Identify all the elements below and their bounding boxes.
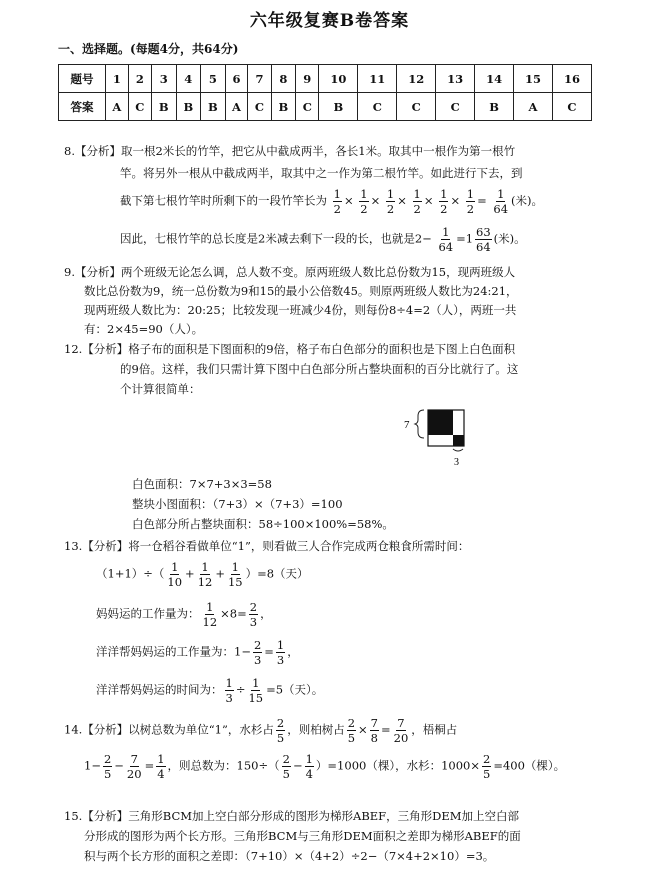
q9-line-3: 现两班级人数比为：20:25；比较发现一班减少4份，则每份8÷4=2（人），两班一共 bbox=[84, 303, 517, 317]
small-black-square bbox=[453, 435, 464, 446]
q13-eq-4: 洋洋帮妈妈运的时间为： $\frac{1}{3}$ ÷ $\frac{1}{15}$ =5（天）。 bbox=[96, 676, 324, 705]
q13-line-1: 13.【分析】将一仓稻谷看做单位“1”，则看做三人合作完成两仓粮食所需时间： bbox=[64, 539, 470, 553]
table-cell: B bbox=[201, 93, 226, 121]
fraction: $\frac{2}{5}$ bbox=[282, 752, 290, 781]
q12-line-2: 的9倍。这样，我们只需计算下图中白色部分所占整块面积的百分比就行了。这 bbox=[120, 362, 519, 376]
table-cell: 2 bbox=[128, 65, 151, 93]
table-cell: C bbox=[248, 93, 271, 121]
table-cell: 7 bbox=[248, 65, 271, 93]
table-cell: C bbox=[436, 93, 475, 121]
fraction: $\frac{1}{2}$ bbox=[440, 187, 448, 216]
table-cell: B bbox=[271, 93, 296, 121]
fraction: $\frac{1}{15}$ bbox=[248, 676, 264, 705]
fraction: $\frac{2}{5}$ bbox=[276, 716, 285, 745]
fraction: $\frac{1}{2}$ bbox=[333, 187, 341, 216]
fraction: $\frac{2}{5}$ bbox=[482, 752, 491, 781]
fraction: $\frac{1}{2}$ bbox=[413, 187, 421, 216]
q8-line-4: 因此，七根竹竿的总长度是2米减去剩下一段的长，也就是2− $\frac{1}{64}$ =1 $\frac{63}{64}$ (米)。 bbox=[120, 225, 526, 254]
table-cell: 8 bbox=[271, 65, 296, 93]
bottom-brace bbox=[453, 449, 463, 451]
fraction: $\frac{1}{15}$ bbox=[227, 560, 243, 589]
square-figure bbox=[396, 402, 472, 472]
table-cell: C bbox=[358, 93, 397, 121]
fraction: $\frac{1}{3}$ bbox=[276, 638, 285, 667]
section-heading: 一、选择题。(每题4分，共64分) bbox=[58, 42, 239, 56]
fraction: $\frac{1}{3}$ bbox=[225, 676, 233, 705]
table-cell: 13 bbox=[436, 65, 475, 93]
q12-calc-1: 白色面积：7×7+3×3=58 bbox=[132, 477, 272, 491]
q8-text: 截下第七根竹竿时所剩下的一段竹竿长为 bbox=[120, 193, 327, 208]
table-cell: 3 bbox=[151, 65, 176, 93]
table-cell: 14 bbox=[475, 65, 514, 93]
fraction: $\frac{1}{64}$ bbox=[438, 225, 454, 254]
fraction: $\frac{2}{3}$ bbox=[253, 638, 262, 667]
fraction: $\frac{63}{64}$ bbox=[476, 225, 491, 254]
fraction: $\frac{1}{4}$ bbox=[157, 752, 165, 781]
q8-line-3: 截下第七根竹竿时所剩下的一段竹竿长为 $\frac{1}{2}$ × $\frac{1}{2}$ × $\frac{1}{2}$ × $\frac{1}{2}$ × $\frac{1}{2}$ × $\frac{1}{2}$ = $\frac{1}{64}$ (米)。 bbox=[120, 187, 544, 216]
table-cell: B bbox=[319, 93, 358, 121]
table-cell: A bbox=[225, 93, 248, 121]
table-cell: 1 bbox=[106, 65, 129, 93]
table-row bbox=[59, 93, 592, 121]
table-cell: C bbox=[552, 93, 591, 121]
table-cell: 16 bbox=[552, 65, 591, 93]
fraction: $\frac{2}{3}$ bbox=[249, 600, 258, 629]
page-title: 六年级复赛B卷答案 bbox=[249, 11, 410, 31]
row-label: 答案 bbox=[59, 93, 106, 121]
table-cell: 15 bbox=[514, 65, 553, 93]
q13-eq-3: 洋洋帮妈妈运的工作量为：1− $\frac{2}{3}$ = $\frac{1}{3}$ ， bbox=[96, 638, 299, 667]
black-square bbox=[428, 410, 453, 435]
fraction: $\frac{1}{4}$ bbox=[305, 752, 313, 781]
q15-line-1: 15.【分析】三角形BCM加上空白部分形成的图形为梯形ABEF，三角形DEM加上空白部 bbox=[64, 809, 520, 823]
figure-label-3: 3 bbox=[454, 457, 459, 468]
q12-line-3: 个计算很简单： bbox=[120, 382, 201, 396]
fraction: $\frac{7}{20}$ bbox=[393, 716, 409, 745]
table-cell: B bbox=[151, 93, 176, 121]
table-cell: C bbox=[397, 93, 436, 121]
q8-line-2: 竿。将另外一根从中截成两半，取其中之一作为第二根竹竿。如此进行下去，到 bbox=[120, 166, 523, 180]
fraction: $\frac{1}{10}$ bbox=[167, 560, 183, 589]
q12-line-1: 12.【分析】格子布的面积是下图面积的9倍，格子布白色部分的面积也是下图上白色面积 bbox=[64, 342, 516, 356]
fraction: $\frac{7}{20}$ bbox=[126, 752, 142, 781]
q8-line-1: 8.【分析】取一根2米长的竹竿，把它从中截成两半，各长1米。取其中一根作为第一根竹 bbox=[64, 144, 516, 158]
fraction: $\frac{1}{2}$ bbox=[360, 187, 368, 216]
q9-line-1: 9.【分析】两个班级无论怎么调，总人数不变。原两班级人数比总份数为15，现两班级人 bbox=[64, 265, 516, 279]
table-cell: 12 bbox=[397, 65, 436, 93]
fraction: $\frac{2}{5}$ bbox=[103, 752, 112, 781]
q12-calc-2: 整块小图面积：（7+3）×（7+3）=100 bbox=[132, 497, 343, 511]
answer-table bbox=[58, 64, 592, 121]
q13-eq-2: 妈妈运的工作量为： $\frac{1}{12}$ ×8= $\frac{2}{3}$ ， bbox=[96, 600, 272, 629]
q12-calc-3: 白色部分所占整块面积：58÷100×100%=58%。 bbox=[132, 517, 394, 531]
fraction: $\frac{1}{12}$ bbox=[202, 600, 218, 629]
q15-line-3: 积与两个长方形的面积之差即：（7+10）×（4+2）÷2−（7×4+2×10）=3。 bbox=[84, 849, 495, 863]
table-cell: A bbox=[514, 93, 553, 121]
table-cell: 5 bbox=[201, 65, 226, 93]
fraction: $\frac{1}{2}$ bbox=[466, 187, 475, 216]
table-cell: 4 bbox=[176, 65, 201, 93]
table-cell: B bbox=[176, 93, 201, 121]
q15-line-2: 分形成的图形为两个长方形。三角形BCM与三角形DEM面积之差即为梯形ABEF的面 bbox=[84, 829, 521, 843]
brace bbox=[415, 410, 424, 438]
table-cell: C bbox=[296, 93, 319, 121]
row-label: 题号 bbox=[59, 65, 106, 93]
fraction: $\frac{2}{5}$ bbox=[347, 716, 356, 745]
q13-eq-1: （1+1）÷（ $\frac{1}{10}$ + $\frac{1}{12}$ + $\frac{1}{15}$ ）=8（天） bbox=[96, 560, 309, 589]
q14-line-2: 1− $\frac{2}{5}$ − $\frac{7}{20}$ = $\frac{1}{4}$ ，则总数为：150÷（ $\frac{2}{5}$ − $\frac{1}{4}$ ）=1000（棵），水杉：1000× $\frac{2}{5}$ =400（棵）。 bbox=[84, 752, 566, 781]
table-cell: 9 bbox=[296, 65, 319, 93]
table-cell: A bbox=[106, 93, 129, 121]
fraction: $\frac{7}{8}$ bbox=[370, 716, 378, 745]
table-cell: B bbox=[475, 93, 514, 121]
q9-line-4: 有：2×45=90（人）。 bbox=[84, 322, 204, 336]
table-cell: 10 bbox=[319, 65, 358, 93]
table-cell: 11 bbox=[358, 65, 397, 93]
figure-label-7: 7 bbox=[404, 419, 410, 431]
table-row bbox=[59, 65, 592, 93]
q9-line-2: 数比总份数为9，统一总份数为9和15的最小公倍数45。则原两班级人数比为24:21， bbox=[84, 284, 518, 298]
table-cell: C bbox=[128, 93, 151, 121]
fraction: $\frac{1}{2}$ bbox=[386, 187, 395, 216]
fraction: $\frac{1}{12}$ bbox=[197, 560, 213, 589]
table-cell: 6 bbox=[225, 65, 248, 93]
q14-line-1: 14.【分析】以树总数为单位“1”，水杉占 $\frac{2}{5}$ ，则柏树占 $\frac{2}{5}$ × $\frac{7}{8}$ = $\frac{7}{20}$ ，梧桐占 bbox=[64, 716, 458, 745]
fraction: $\frac{1}{64}$ bbox=[493, 187, 509, 216]
